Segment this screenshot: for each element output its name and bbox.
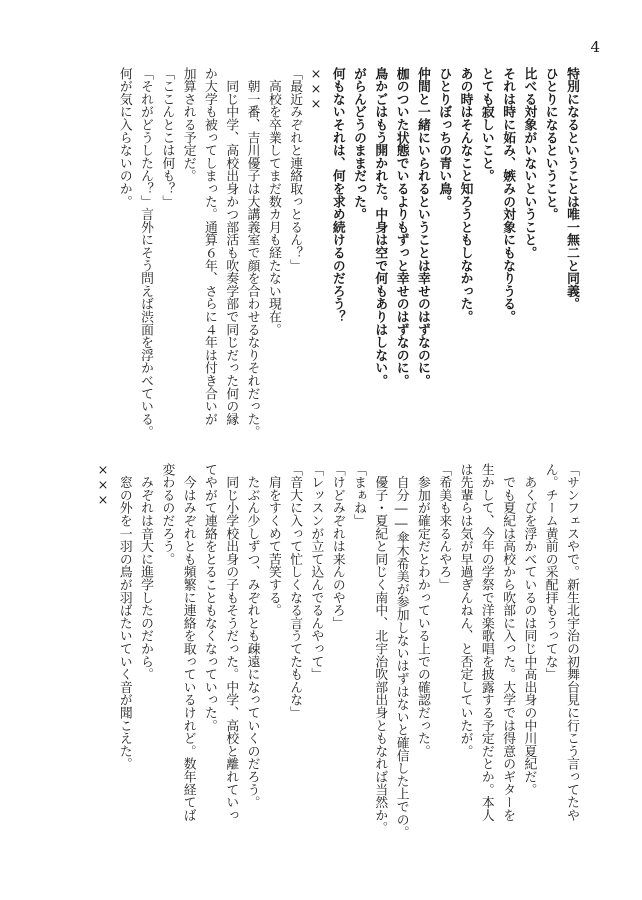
text-line: ひとりになるということ。	[542, 67, 558, 221]
text-line: 「サンフェスやで。新生北宇治の初舞台見に行こう言ってたや	[564, 463, 579, 822]
text-line: 比べる対象がいないということ。	[521, 67, 537, 259]
text-line: 変わるのだろう。	[159, 463, 175, 566]
top-text-block	[113, 67, 582, 457]
text-line: たぶん少しずつ、みぞれとも疎遠になっていくのだろう。	[244, 463, 260, 809]
text-line: みぞれは音大に進学したのだから。	[138, 463, 154, 681]
text-line: 優子・夏紀と同じく南中、北宇治吹部出身ともなれば当然か。	[372, 463, 388, 835]
text-line: 特別になるということは唯一無二と同義。	[564, 67, 579, 311]
text-line: 参加が確定だとわかっている上での確認だった。	[414, 463, 430, 758]
text-line: 何もないそれは、何を求め続けるのだろう？	[329, 67, 345, 323]
text-line: 生かして、今年の学祭で洋楽歌唱を披露する予定だとか。本人	[478, 463, 494, 822]
text-line: 窓の外を一羽の鳥が羽ばたいていく音が聞こえた。	[116, 463, 132, 771]
text-line: 朝一番、吉川優子は大講義室で顔を合わせるなりそれだった。	[244, 67, 260, 439]
text-line: 「ここんとこは何も？」	[159, 67, 175, 208]
text-line: とても寂しいこと。	[478, 67, 494, 183]
text-line: 「それがどうしたん？」言外にそう問えば渋面を浮かべている。	[138, 67, 154, 439]
text-line: それは時に妬み、嫉みの対象にもなりうる。	[500, 67, 516, 323]
text-line: 「レッスンが立て込んでるんやって」	[308, 463, 324, 681]
text-line: でも夏紀は高校から吹部に入った。大学では得意のギターを	[500, 463, 516, 822]
scene-break-marker: ×××	[95, 463, 111, 508]
text-line: 仲間と一緒にいられるということは幸せのはずなのに。	[414, 67, 430, 387]
text-line: 「けどみぞれは来んのやろ」	[329, 463, 345, 630]
text-line: 今はみぞれとも頻繁に連絡を取っているけれど。数年経てば	[180, 463, 196, 822]
text-line: か大学も被ってしまった。通算６年、さらに４年は付き合いが	[201, 67, 217, 426]
text-line: 枷のついた状態でいるよりもずっと幸せのはずなのに。	[393, 67, 409, 387]
text-line: 「最近みぞれと連絡取っとるん？」	[287, 67, 303, 272]
scene-break-marker: ×××	[308, 67, 324, 112]
text-line: 自分――傘木希美が参加しないはずはないと確信した上での。	[393, 463, 409, 839]
text-line: あくびを浮かべているのは同じ中高出身の中川夏紀だ。	[521, 463, 537, 796]
text-line: は先輩らは気が早過ぎんねん、と否定していたが。	[457, 463, 473, 758]
text-line: あの時はそんなこと知ろうともしなかった。	[457, 67, 473, 323]
text-line: 鳥かごはもう開かれた。中身は空で何もありはしない。	[372, 67, 388, 387]
text-line: 「まぁね」	[351, 463, 367, 527]
text-line: 同じ小学校出身の子もそうだった。中学、高校と離れていっ	[223, 463, 239, 822]
text-line: てやがて連絡をとることもなくなっていった。	[201, 463, 217, 732]
page-number: 4	[590, 38, 600, 56]
text-line: 同じ中学、高校出身かつ部活も吹奏学部で同じだった何の縁	[223, 67, 239, 426]
text-line: 加算される予定だ。	[180, 67, 196, 183]
text-line: がらんどうのままだった。	[351, 67, 367, 221]
text-line: 「希美も来るんやろ」	[436, 463, 452, 591]
bottom-text-block	[92, 463, 582, 843]
text-line: 何が気に入らないのか。	[116, 67, 132, 208]
text-line: 高校を卒業してまだ数カ月も経たない現在。	[265, 67, 281, 336]
text-line: ひとりぼっちの青い鳥。	[436, 67, 452, 208]
text-line: 「音大に入って忙しくなる言うてたもんな」	[287, 463, 303, 719]
text-line: ん。チーム黄前の采配拝もうってな」	[542, 463, 558, 681]
text-line: 肩をすくめて苦笑する。	[265, 463, 281, 617]
